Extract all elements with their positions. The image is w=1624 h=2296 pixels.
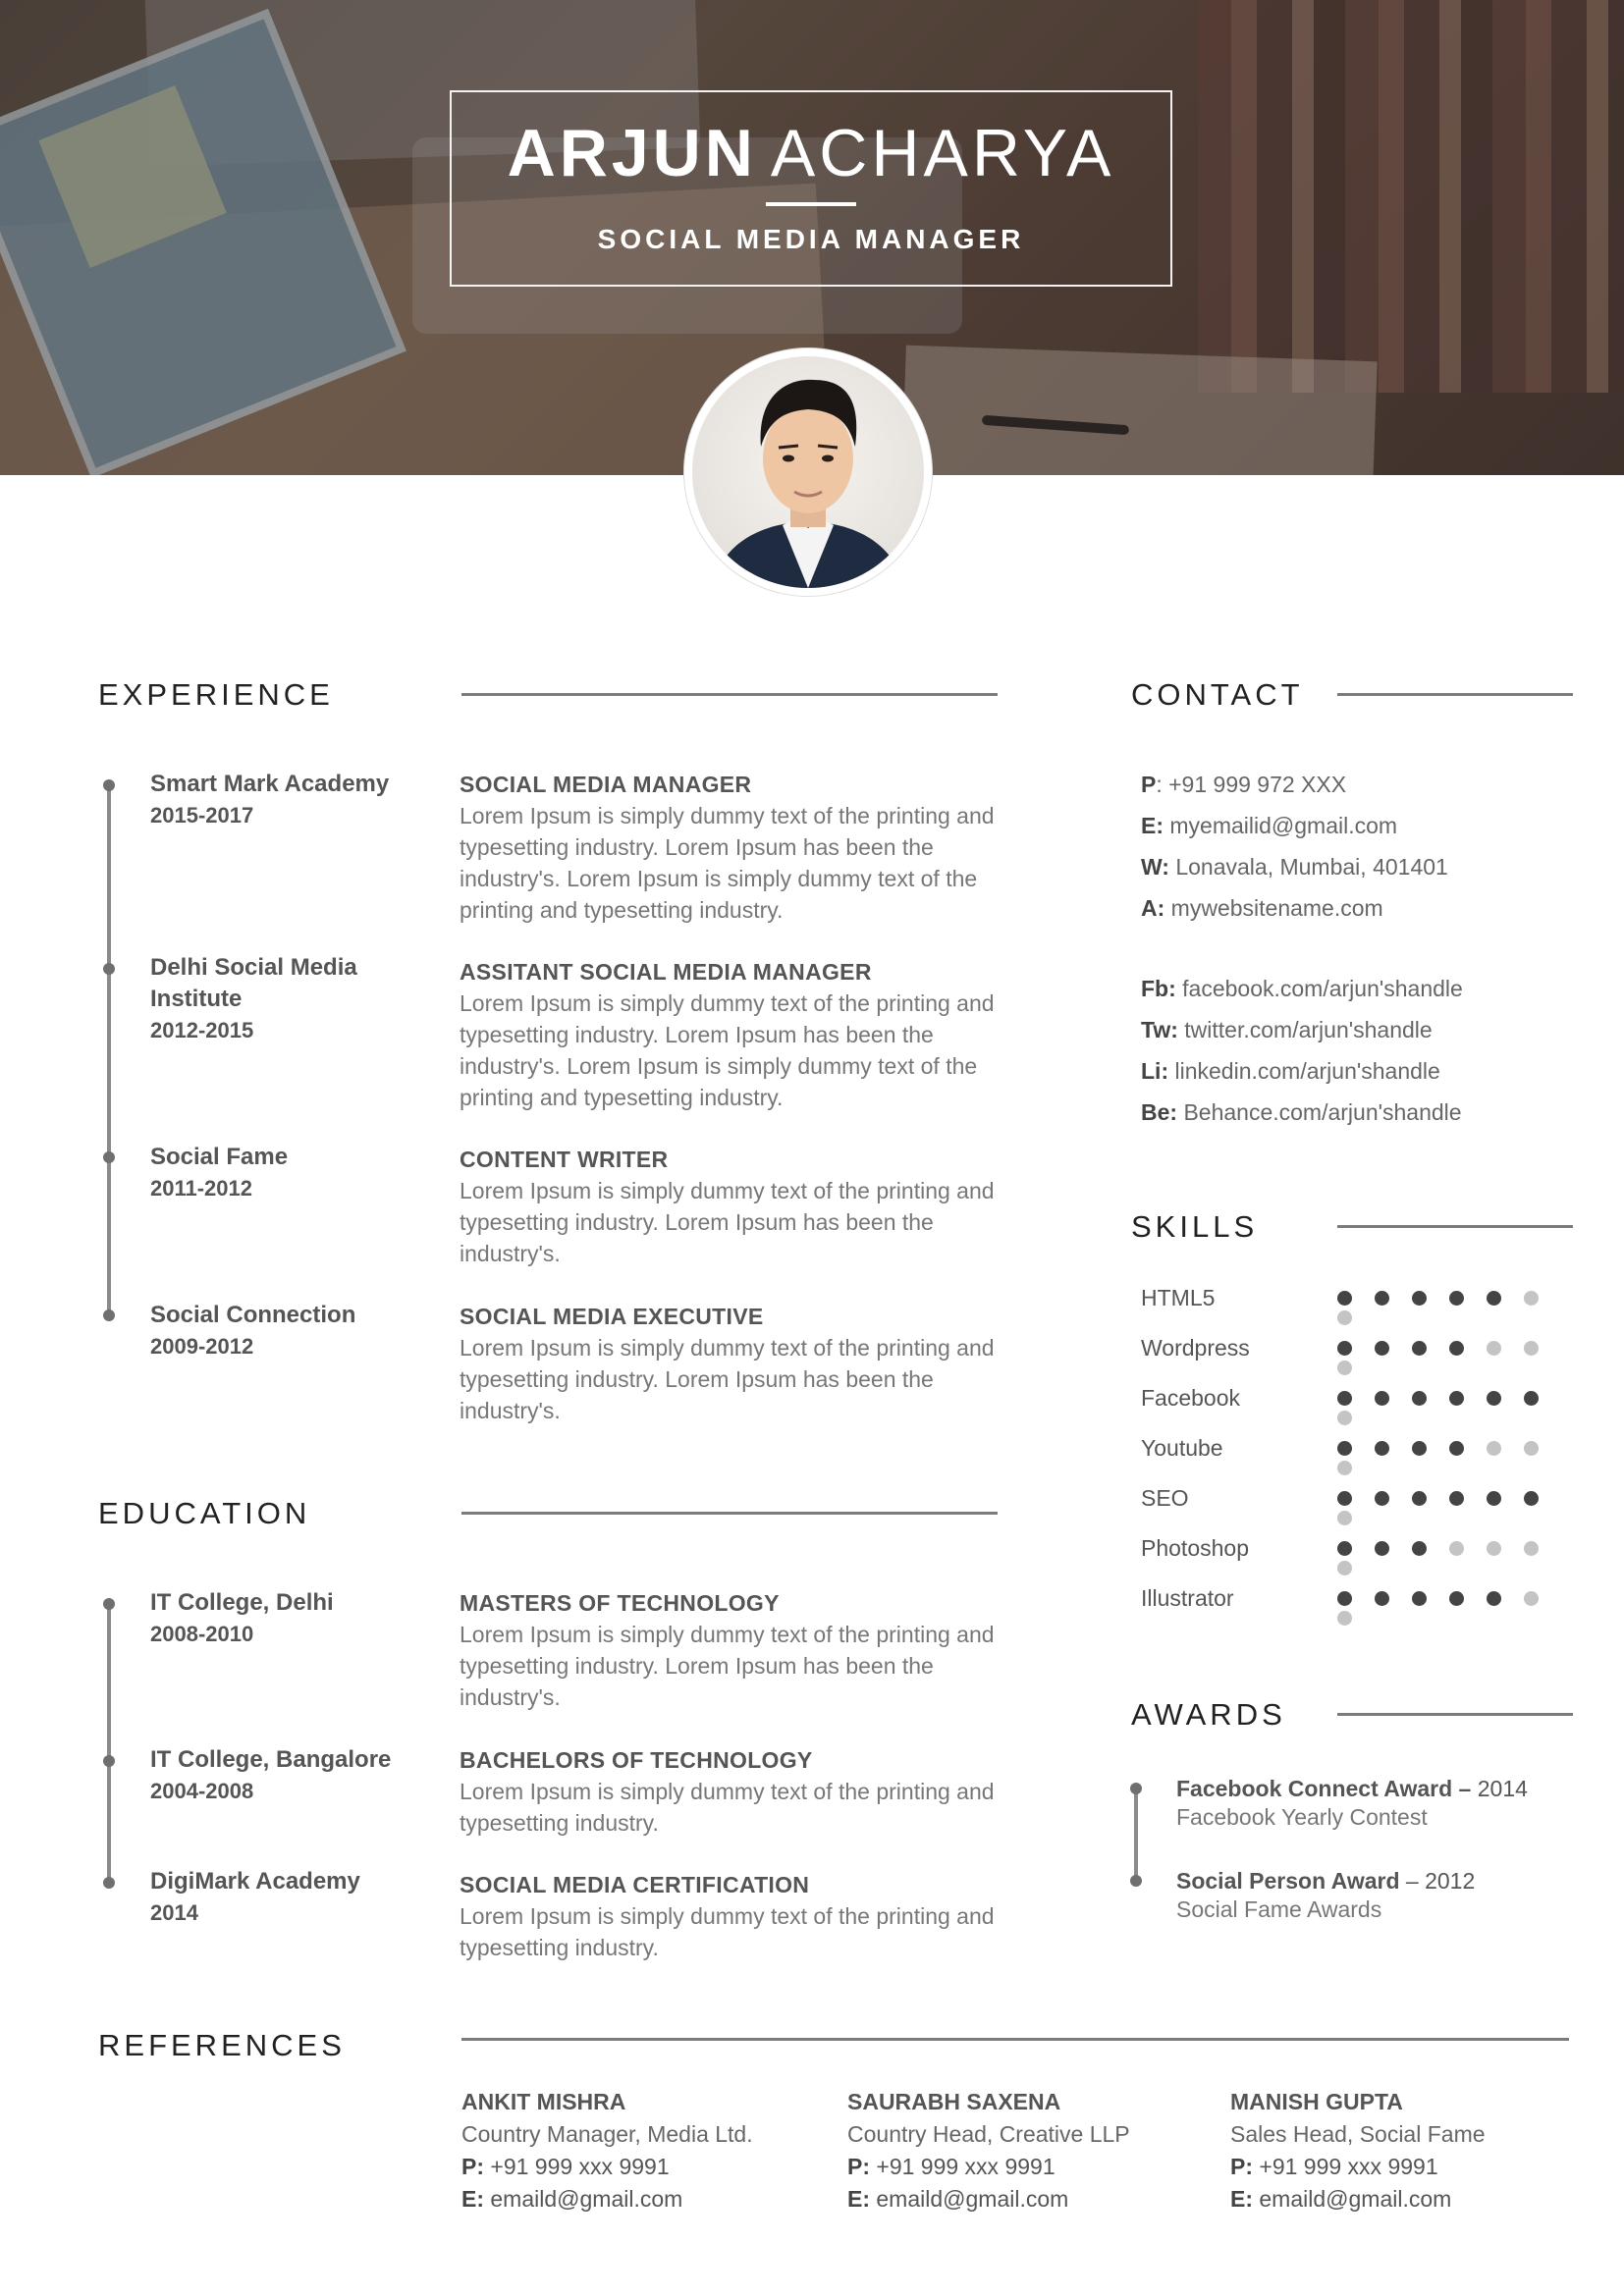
skill-dot: [1337, 1491, 1352, 1506]
skill-dot: [1412, 1541, 1427, 1556]
social-facebook-link[interactable]: Fb: facebook.com/arjun'shandle: [1141, 976, 1463, 1001]
reference-email[interactable]: E: emaild@gmail.com: [461, 2186, 683, 2212]
education-divider: [461, 1512, 998, 1515]
experience-org: Smart Mark Academy 2015-2017: [150, 769, 435, 831]
experience-entry: [460, 1301, 1009, 1426]
reference-phone: P: +91 999 xxx 9991: [847, 2154, 1056, 2179]
education-heading: EDUCATION: [98, 1496, 311, 1530]
skill-name: SEO: [1141, 1485, 1189, 1511]
award-item: [1176, 1774, 1598, 1831]
experience-divider: [461, 693, 998, 696]
skill-dot: [1337, 1561, 1352, 1575]
reference-phone: P: +91 999 xxx 9991: [461, 2154, 670, 2179]
skill-dot: [1337, 1441, 1352, 1456]
first-name: ARJUN: [507, 116, 757, 190]
experience-title: SOCIAL MEDIA EXECUTIVE: [460, 1304, 764, 1329]
education-title: SOCIAL MEDIA CERTIFICATION: [460, 1872, 810, 1897]
last-name: ACHARYA: [770, 116, 1115, 190]
skill-dot: [1337, 1591, 1352, 1606]
timeline-dot: [1130, 1875, 1142, 1887]
experience-description: Lorem Ipsum is simply dummy text of the printing and typesetting industry. Lorem Ipsum has been the industry's.: [460, 1335, 995, 1423]
skill-dot: [1337, 1511, 1352, 1525]
skill-row: [1141, 1481, 1583, 1531]
skill-dot: [1412, 1591, 1427, 1606]
award-organization: Facebook Yearly Contest: [1176, 1804, 1428, 1830]
skills-divider: [1337, 1225, 1573, 1228]
experience-title: ASSITANT SOCIAL MEDIA MANAGER: [460, 959, 872, 985]
skill-dot: [1449, 1491, 1464, 1506]
awards-heading: AWARDS: [1131, 1697, 1286, 1732]
skill-dot: [1524, 1591, 1539, 1606]
skill-dot: [1524, 1491, 1539, 1506]
contact-email[interactable]: E: myemailid@gmail.com: [1141, 813, 1398, 838]
skills-heading: SKILLS: [1131, 1209, 1259, 1244]
job-title: SOCIAL MEDIA MANAGER: [597, 224, 1025, 254]
name-title-box: [450, 90, 1172, 287]
skill-rating: [1337, 1391, 1583, 1430]
skill-dot: [1412, 1291, 1427, 1306]
skill-dot: [1337, 1391, 1352, 1406]
experience-description: Lorem Ipsum is simply dummy text of the printing and typesetting industry. Lorem Ipsum has been the industry's. Lorem Ipsum is simply dummy text of the printing and typesetting industry.: [460, 990, 995, 1110]
skill-dot: [1375, 1591, 1389, 1606]
skill-dot: [1337, 1611, 1352, 1626]
skill-rating: [1337, 1541, 1583, 1580]
reference-position: Sales Head, Social Fame: [1230, 2121, 1486, 2147]
experience-years: 2012-2015: [150, 1018, 254, 1042]
skill-dot: [1524, 1341, 1539, 1356]
timeline-dot: [1130, 1783, 1142, 1794]
education-entry: [460, 1869, 1009, 1963]
skill-dot: [1337, 1461, 1352, 1475]
reference-position: Country Manager, Media Ltd.: [461, 2121, 753, 2147]
skill-row: [1141, 1431, 1583, 1481]
award-organization: Social Fame Awards: [1176, 1896, 1382, 1922]
skill-dot: [1524, 1391, 1539, 1406]
education-title: MASTERS OF TECHNOLOGY: [460, 1590, 780, 1616]
timeline-dot: [103, 1755, 115, 1767]
education-description: Lorem Ipsum is simply dummy text of the printing and typesetting industry. Lorem Ipsum has been the industry's.: [460, 1622, 995, 1710]
reference-email[interactable]: E: emaild@gmail.com: [1230, 2186, 1452, 2212]
experience-entry: [460, 769, 1009, 926]
contact-website[interactable]: A: mywebsitename.com: [1141, 895, 1383, 921]
skill-dot: [1524, 1441, 1539, 1456]
contact-phone: P: +91 999 972 XXX: [1141, 772, 1347, 797]
skill-dot: [1412, 1341, 1427, 1356]
timeline-dot: [103, 779, 115, 791]
skill-dot: [1375, 1291, 1389, 1306]
skill-dot: [1375, 1391, 1389, 1406]
reference-phone: P: +91 999 xxx 9991: [1230, 2154, 1438, 2179]
education-description: Lorem Ipsum is simply dummy text of the printing and typesetting industry.: [460, 1779, 995, 1836]
contact-divider: [1337, 693, 1573, 696]
skill-dot: [1337, 1341, 1352, 1356]
skill-dot: [1524, 1541, 1539, 1556]
timeline-dot: [103, 1151, 115, 1163]
skill-dot: [1524, 1291, 1539, 1306]
social-linkedin-link[interactable]: Li: linkedin.com/arjun'shandle: [1141, 1058, 1440, 1084]
experience-timeline: [107, 785, 111, 1315]
skill-dot: [1375, 1441, 1389, 1456]
skill-rating: [1337, 1341, 1583, 1380]
education-years: 2004-2008: [150, 1779, 254, 1803]
timeline-dot: [103, 1877, 115, 1889]
award-year: – 2012: [1405, 1868, 1476, 1894]
skill-dot: [1449, 1291, 1464, 1306]
social-twitter-link[interactable]: Tw: twitter.com/arjun'shandle: [1141, 1017, 1433, 1042]
profile-photo: [684, 348, 932, 596]
experience-entry: [460, 1144, 1009, 1269]
skill-dot: [1412, 1491, 1427, 1506]
skill-dot: [1487, 1491, 1501, 1506]
skill-dot: [1412, 1441, 1427, 1456]
timeline-dot: [103, 963, 115, 975]
experience-description: Lorem Ipsum is simply dummy text of the printing and typesetting industry. Lorem Ipsum has been the industry's. Lorem Ipsum is simply dummy text of the printing and typesetting industry.: [460, 803, 995, 923]
skill-dot: [1449, 1441, 1464, 1456]
experience-title: SOCIAL MEDIA MANAGER: [460, 772, 752, 797]
education-years: 2014: [150, 1900, 198, 1925]
award-year: 2014: [1477, 1776, 1528, 1801]
skill-dot: [1449, 1391, 1464, 1406]
education-org: IT College, Bangalore 2004-2008: [150, 1744, 435, 1807]
experience-org: Delhi Social Media Institute 2012-2015: [150, 952, 435, 1046]
skill-row: [1141, 1581, 1583, 1631]
experience-years: 2011-2012: [150, 1176, 252, 1201]
experience-org: Social Fame 2011-2012: [150, 1142, 435, 1204]
full-name: [452, 114, 1170, 192]
skill-dot: [1337, 1291, 1352, 1306]
skill-row: [1141, 1531, 1583, 1581]
skill-dot: [1487, 1391, 1501, 1406]
skill-dot: [1487, 1541, 1501, 1556]
skill-dot: [1449, 1541, 1464, 1556]
social-links: [1141, 968, 1593, 1133]
skill-name: Illustrator: [1141, 1585, 1234, 1611]
contact-heading: CONTACT: [1131, 677, 1304, 712]
skill-name: Facebook: [1141, 1385, 1241, 1411]
education-org: DigiMark Academy 2014: [150, 1866, 435, 1929]
experience-title: CONTENT WRITER: [460, 1147, 669, 1172]
awards-timeline: [1134, 1789, 1138, 1879]
reference-card: [1230, 2085, 1584, 2216]
skill-row: [1141, 1381, 1583, 1431]
reference-card: [461, 2085, 815, 2216]
timeline-dot: [103, 1309, 115, 1321]
skill-name: HTML5: [1141, 1285, 1216, 1310]
avatar: [692, 356, 924, 588]
title-divider: [766, 202, 856, 206]
experience-years: 2015-2017: [150, 803, 254, 828]
education-title: BACHELORS OF TECHNOLOGY: [460, 1747, 813, 1773]
education-entry: [460, 1587, 1009, 1713]
award-name: Social Person Award: [1176, 1868, 1400, 1894]
experience-org: Social Connection 2009-2012: [150, 1300, 435, 1362]
reference-position: Country Head, Creative LLP: [847, 2121, 1130, 2147]
reference-email[interactable]: E: emaild@gmail.com: [847, 2186, 1069, 2212]
social-behance-link[interactable]: Be: Behance.com/arjun'shandle: [1141, 1099, 1462, 1125]
skill-dot: [1375, 1341, 1389, 1356]
reference-name: ANKIT MISHRA: [461, 2089, 626, 2114]
reference-name: MANISH GUPTA: [1230, 2089, 1403, 2114]
education-timeline: [107, 1604, 111, 1883]
awards-divider: [1337, 1713, 1573, 1716]
timeline-dot: [103, 1598, 115, 1610]
skill-dot: [1337, 1411, 1352, 1425]
education-org: IT College, Delhi 2008-2010: [150, 1587, 435, 1650]
experience-description: Lorem Ipsum is simply dummy text of the printing and typesetting industry. Lorem Ipsum has been the industry's.: [460, 1178, 995, 1266]
references-divider: [461, 2038, 1569, 2041]
skill-rating: [1337, 1441, 1583, 1480]
reference-name: SAURABH SAXENA: [847, 2089, 1061, 2114]
skill-dot: [1487, 1291, 1501, 1306]
skill-dot: [1337, 1310, 1352, 1325]
skill-name: Wordpress: [1141, 1335, 1250, 1361]
skill-row: [1141, 1281, 1583, 1331]
experience-entry: [460, 956, 1009, 1113]
skill-rating: [1337, 1491, 1583, 1530]
experience-heading: EXPERIENCE: [98, 677, 334, 712]
education-entry: [460, 1744, 1009, 1839]
skill-name: Youtube: [1141, 1435, 1223, 1461]
skill-dot: [1337, 1541, 1352, 1556]
award-item: [1176, 1866, 1598, 1923]
skill-dot: [1337, 1361, 1352, 1375]
skill-dot: [1487, 1591, 1501, 1606]
skill-dot: [1449, 1591, 1464, 1606]
reference-card: [847, 2085, 1201, 2216]
references-heading: REFERENCES: [98, 2028, 346, 2062]
award-name: Facebook Connect Award –: [1176, 1776, 1472, 1801]
skill-dot: [1375, 1541, 1389, 1556]
skill-row: [1141, 1331, 1583, 1381]
skill-name: Photoshop: [1141, 1535, 1249, 1561]
skill-dot: [1375, 1491, 1389, 1506]
education-description: Lorem Ipsum is simply dummy text of the printing and typesetting industry.: [460, 1903, 995, 1960]
education-years: 2008-2010: [150, 1622, 254, 1646]
skill-rating: [1337, 1591, 1583, 1630]
skill-rating: [1337, 1291, 1583, 1330]
skill-dot: [1412, 1391, 1427, 1406]
contact-details: [1141, 764, 1593, 929]
skill-dot: [1449, 1341, 1464, 1356]
experience-years: 2009-2012: [150, 1334, 254, 1359]
skill-dot: [1487, 1441, 1501, 1456]
contact-address: W: Lonavala, Mumbai, 401401: [1141, 854, 1448, 880]
skill-dot: [1487, 1341, 1501, 1356]
